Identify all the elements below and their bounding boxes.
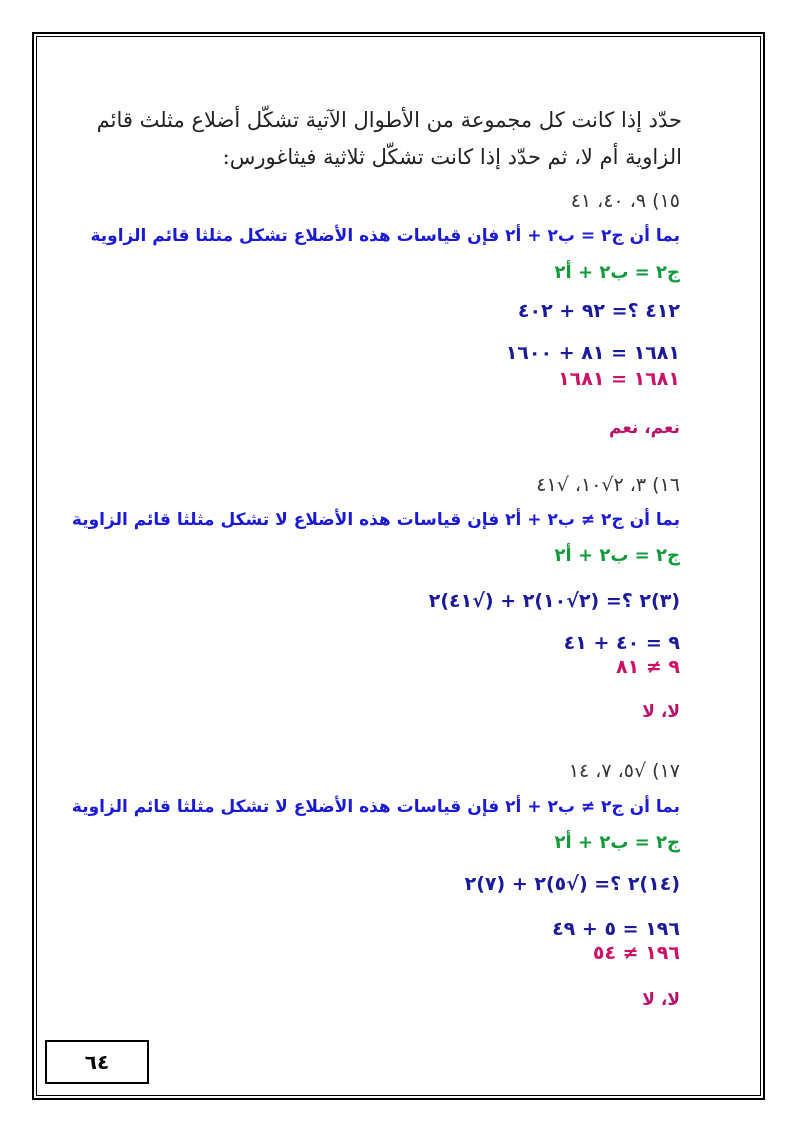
problem-16-substitution: (٣)٢ ؟= (٢√١٠)٢ + (√٤١)٢ xyxy=(428,590,680,612)
problem-16-answer: لا، لا xyxy=(642,702,680,722)
problem-17-computation: ١٩٦ = ٥ + ٤٩ xyxy=(552,918,680,940)
intro-line-1: حدّد إذا كانت كل مجموعة من الأطوال الآتية تشكّل أضلاع مثلث قائم xyxy=(96,108,682,132)
problem-15-result: ١٦٨١ = ١٦٨١ xyxy=(558,368,680,390)
problem-17-statement: ١٧) √٥، ٧، ١٤ xyxy=(568,760,680,782)
intro-line-2: الزاوية أم لا، ثم حدّد إذا كانت تشكّل ثلاثية فيثاغورس: xyxy=(222,145,682,169)
problem-15-formula: ج٢ = ب٢ + أ٢ xyxy=(554,262,680,283)
problem-16-reason: بما أن ج٢ ≠ ب٢ + أ٢ فإن قياسات هذه الأضلاع لا تشكل مثلثا قائم الزاوية xyxy=(71,510,680,530)
page-number: ٦٤ xyxy=(84,1050,110,1074)
problem-17-reason: بما أن ج٢ ≠ ب٢ + أ٢ فإن قياسات هذه الأضلاع لا تشكل مثلثا قائم الزاوية xyxy=(71,797,680,817)
problem-17-formula: ج٢ = ب٢ + أ٢ xyxy=(554,832,680,853)
problem-16-statement: ١٦) ٣، ٢√١٠، √٤١ xyxy=(536,474,680,496)
problem-15-substitution: ٤١٢ ؟= ٩٢ + ٤٠٢ xyxy=(517,300,680,322)
page-number-box xyxy=(45,1040,149,1084)
problem-15-reason: بما أن ج٢ = ب٢ + أ٢ فإن قياسات هذه الأضلاع تشكل مثلثا قائم الزاوية xyxy=(90,226,680,246)
problem-17-result: ١٩٦ ≠ ٥٤ xyxy=(592,942,680,964)
problem-16-result: ٩ ≠ ٨١ xyxy=(616,656,680,678)
problem-15-answer: نعم، نعم xyxy=(609,418,680,438)
problem-16-computation: ٩ = ٤٠ + ٤١ xyxy=(563,632,680,654)
problem-17-substitution: (١٤)٢ ؟= (√٥)٢ + (٧)٢ xyxy=(464,873,680,895)
problem-17-answer: لا، لا xyxy=(642,990,680,1010)
problem-16-formula: ج٢ = ب٢ + أ٢ xyxy=(554,545,680,566)
problem-15-computation: ١٦٨١ = ٨١ + ١٦٠٠ xyxy=(505,342,680,364)
problem-15-statement: ١٥) ٩، ٤٠، ٤١ xyxy=(570,190,680,212)
